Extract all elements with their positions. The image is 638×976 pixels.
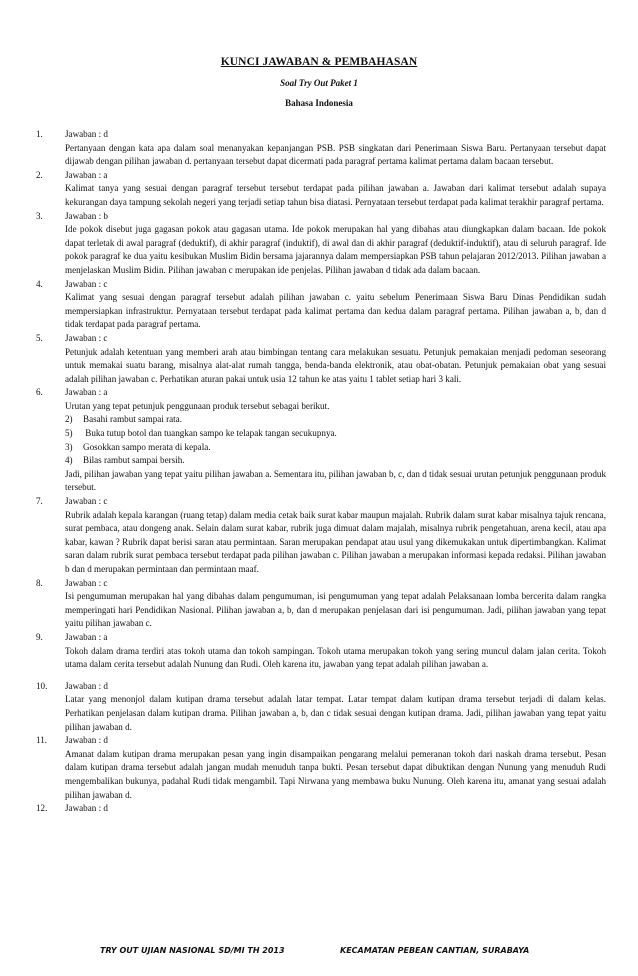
explanation-conclusion: Jadi, pilihan jawaban yang tepat yaitu pilihan jawaban a. Sementara itu, pilihan jawaban b, c, dan d tidak sesuai urutan petunjuk penggunaan produk tersebut. bbox=[65, 468, 606, 493]
explanation: Kalimat tanya yang sesuai dengan paragraf tersebut tersebut terdapat pada pilihan jawaban a. Jawaban dari kalimat tersebut adalah supaya kekurangan daya tampung sekolah negeri yang terjadi setiap tahun bisa diatasi. Pernyataan tersebut terdapat pada kalimat terakhir paragraf pertama. bbox=[65, 183, 606, 207]
answer-key: Jawaban : a bbox=[65, 387, 108, 398]
step-number: 3) bbox=[65, 441, 73, 452]
step-item bbox=[65, 413, 606, 427]
step-text: Bilas rambut sampai bersih. bbox=[83, 455, 185, 466]
explanation: Latar yang menonjol dalam kutipan drama tersebut adalah latar tempat. Latar tempat dalam kutipan drama tersebut terjadi di dalam kelas. Perhatikan penjelasan dalam kutipan drama. Pilihan jawaban a, b, dan c tidak sesuai dengan kutipan drama. Jadi, pilihan jawaban yang tepat yaitu pilihan jawaban d. bbox=[65, 694, 606, 732]
step-item bbox=[65, 427, 606, 441]
explanation: Ide pokok disebut juga gagasan pokok atau gagasan utama. Ide pokok merupakan hal yang dibahas atau diungkapkan dalam bacaan. Ide pokok dapat terletak di awal paragraf (deduktif), di akhir paragraf (induktif), di awal dan di akhir paragraf (deduktif-induktif), atau di seluruh paragraf. Ide pokok paragraf ke dua yaitu kesibukan Muslim Bidin bersama jajarannya dalam mempersiapkan PSB tahun pelajaran 2012/2013. Pilihan jawaban a menjelaskan Muslim Bidin. Pilihan jawaban c merupakan ide penjelas. Pilihan jawaban d tidak ada dalam bacaan. bbox=[65, 224, 606, 275]
step-item bbox=[65, 454, 606, 468]
subject-heading: Bahasa Indonesia bbox=[285, 98, 353, 108]
item-number: 12. bbox=[36, 803, 48, 814]
answer-key: Jawaban : d bbox=[65, 735, 108, 746]
answer-item bbox=[36, 386, 606, 495]
footer-right: KECAMATAN PEBEAN CANTIAN, SURABAYA bbox=[340, 946, 530, 955]
answer-key: Jawaban : d bbox=[65, 129, 108, 139]
step-number: 2) bbox=[65, 414, 73, 425]
answer-item bbox=[36, 210, 606, 278]
step-number: 4) bbox=[65, 455, 73, 466]
document-subtitle: Soal Try Out Paket 1 bbox=[280, 78, 358, 88]
item-number: 1. bbox=[36, 129, 43, 139]
answer-item bbox=[36, 169, 606, 210]
item-number: 8. bbox=[36, 577, 43, 588]
explanation: Petunjuk adalah ketentuan yang memberi arah atau bimbingan tentang cara melakukan sesuatu. Petunjuk pemakaian menjadi pedoman seseorang untuk memakai suatu barang, misalnya alat-alat rumah tangga, benda-banda elektronik, atau obat-obatan. Petunjuk pemakaian obat yang sesuai adalah pilihan jawaban c. Perhatikan aturan pakai untuk usia 12 tahun ke atas yaitu 1 tablet setiap hari 3 kali. bbox=[65, 346, 606, 384]
answer-item bbox=[36, 278, 606, 332]
explanation: Rubrik adalah kepala karangan (ruang tetap) dalam media cetak baik surat kabar maupun majalah. Rubrik dalam surat kabar misalnya tajuk rencana, surat pembaca, atau dongeng anak. Selain dalam surat kabar, rubrik juga dimuat dalam majalah, misalnya rubrik pengetahuan, arena kecil, atau apa kabar, kawan ? Rubrik dapat berisi saran atau permintaan. Saran merupakan pendapat atau usul yang dikemukakan untuk dipertimbangkan. Kalimat saran dalam rubrik surat pembaca tersebut terdapat pada pilihan jawaban c. Pilihan jawaban a merupakan informasi kepada redaksi. Pilihan jawaban b dan d merupakan permintaan dan permintaan maaf. bbox=[65, 509, 606, 574]
answer-item bbox=[36, 631, 606, 672]
answer-item bbox=[36, 577, 606, 631]
item-number: 5. bbox=[36, 332, 43, 343]
explanation: Tokoh dalam drama terdiri atas tokoh utama dan tokoh sampingan. Tokoh utama merupakan tokoh yang sering muncul dalam jalan cerita. Tokoh utama dalam cerita tersebut adalah Nunung dan Rudi. Oleh karena itu, jawaban yang tepat adalah pilihan jawaban a. bbox=[65, 645, 606, 670]
answer-item bbox=[36, 802, 606, 816]
answer-item bbox=[36, 332, 606, 386]
explanation: Isi pengumuman merupakan hal yang dibahas dalam pengumuman, isi pengumuman yang tepat adalah Pelaksanaan lomba bercerita dalam rangka memperingati hari Pendidikan Nasional. Pilihan jawaban a, b, dan d merupakan penjelasan dari isi pengumuman. Jadi, pilihan jawaban yang tepat yaitu pilihan jawaban c. bbox=[65, 591, 606, 629]
answer-key: Jawaban : c bbox=[65, 332, 108, 343]
document-title: KUNCI JAWABAN & PEMBAHASAN bbox=[220, 56, 418, 68]
step-number: 5) bbox=[65, 428, 73, 439]
answer-key: Jawaban : a bbox=[65, 631, 108, 642]
item-number: 3. bbox=[36, 210, 43, 221]
item-number: 10. bbox=[36, 680, 48, 691]
step-text: Buka tutup botol dan tuangkan sampo ke telapak tangan secukupnya. bbox=[83, 428, 337, 439]
answer-list bbox=[36, 128, 606, 816]
answer-item bbox=[36, 734, 606, 802]
answer-key: Jawaban : c bbox=[65, 496, 108, 507]
answer-key: Jawaban : d bbox=[65, 680, 108, 691]
step-text: Basahi rambut sampai rata. bbox=[83, 414, 182, 425]
step-list bbox=[65, 413, 606, 467]
answer-key: Jawaban : c bbox=[65, 577, 108, 588]
answer-key: Jawaban : b bbox=[65, 210, 108, 221]
item-number: 7. bbox=[36, 496, 43, 507]
explanation: Urutan yang tepat petunjuk penggunaan produk tersebut sebagai berikut. bbox=[65, 400, 330, 411]
answer-key: Jawaban : d bbox=[65, 803, 108, 814]
explanation: Pertanyaan dengan kata apa dalam soal menanyakan kepanjangan PSB. PSB singkatan dari Penerimaan Siswa Baru. Pertanyaan tersebut dapat dijawab dengan pilihan jawaban d. pertanyaan tersebut dapat dicermati pada paragraf pertama kalimat pertama dalam bacaan tersebut. bbox=[65, 142, 606, 167]
answer-item bbox=[36, 495, 606, 577]
explanation: Amanat dalam kutipan drama merupakan pesan yang ingin disampaikan pengarang melalui pemeranan tokoh dari naskah drama tersebut. Pesan dalam kutipan drama tersebut adalah jangan mudah menuduh tanpa bukti. Pesan tersebut dapat dibuktikan dengan Nunung yang menuduh Rudi mengembalikan bukunya, padahal Rudi tidak mengambil. Tapi Nirwana yang membawa buku Nunung. Oleh karena itu, amanat yang sesuai adalah pilihan jawaban d. bbox=[65, 748, 606, 800]
answer-key: Jawaban : a bbox=[65, 169, 108, 180]
item-number: 11. bbox=[36, 735, 48, 746]
item-number: 4. bbox=[36, 278, 43, 289]
item-number: 9. bbox=[36, 631, 43, 642]
step-item bbox=[65, 441, 606, 455]
step-text: Gosokkan sampo merata di kepala. bbox=[83, 441, 211, 452]
answer-item bbox=[36, 128, 606, 169]
footer-left: TRY OUT UJIAN NASIONAL SD/MI TH 2013 bbox=[100, 946, 285, 955]
answer-key: Jawaban : c bbox=[65, 278, 108, 289]
answer-item bbox=[36, 680, 606, 734]
item-number: 6. bbox=[36, 387, 43, 398]
explanation: Kalimat yang sesuai dengan paragraf tersebut adalah pilihan jawaban c. yaitu sebelum Penerimaan Siswa Baru Dinas Pendidikan sudah mempersiapkan infrastruktur. Pernyataan tersebut terdapat pada kalimat pertama dan kedua dalam paragraf pertama. Pilihan jawaban a, b, dan d tidak terdapat pada paragraf pertama. bbox=[65, 292, 606, 330]
item-number: 2. bbox=[36, 169, 43, 180]
